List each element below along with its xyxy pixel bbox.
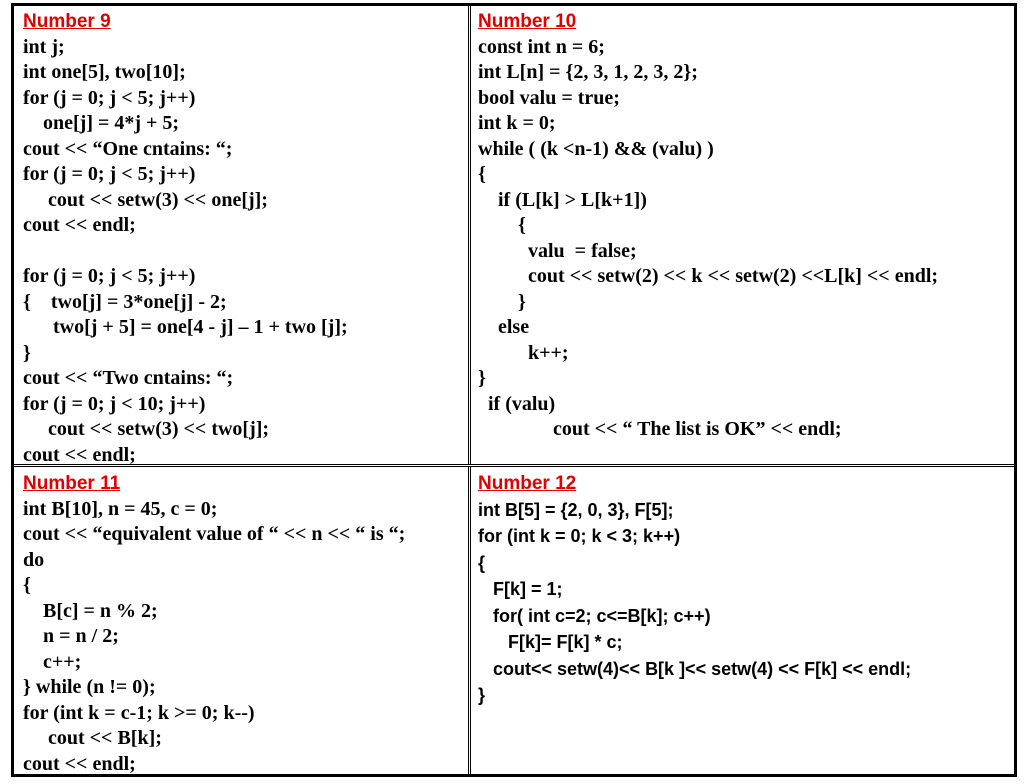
code-line: { — [478, 214, 526, 236]
code-line: cout << setw(3) << two[j]; — [23, 418, 270, 440]
code-line: n = n / 2; — [23, 625, 119, 647]
code-line: for (j = 0; j < 5; j++) — [23, 265, 196, 287]
code-line: cout << “Two cntains: “; — [23, 367, 234, 389]
code-line: int k = 0; — [478, 112, 556, 134]
code-line: cout << B[k]; — [23, 727, 162, 749]
code-line: k++; — [478, 341, 569, 364]
code-line: cout << endl; — [23, 443, 136, 466]
code-line: for (j = 0; j < 5; j++) — [23, 163, 196, 185]
code-line: c++; — [23, 650, 82, 673]
code-line: cout << setw(2) << k << setw(2) <<L[k] << endl; — [478, 265, 939, 287]
code-line: two[j + 5] = one[4 - j] – 1 + two [j]; — [23, 316, 348, 338]
code-line: if (valu) — [478, 392, 556, 415]
code-line — [23, 239, 348, 265]
problem-title: Number 12 — [478, 473, 577, 494]
problems-table — [11, 3, 1017, 777]
code-line: F[k]= F[k] * c; — [478, 632, 623, 652]
code-line: const int n = 6; — [478, 35, 605, 58]
code-line: while ( (k <n-1) && (valu) ) — [478, 137, 714, 160]
code-line: if (L[k] > L[k+1]) — [478, 188, 647, 211]
code-line: { — [478, 163, 486, 185]
code-line: for (int k = 0; k < 3; k++) — [478, 526, 681, 546]
code-line: bool valu = true; — [478, 86, 620, 109]
code-line: int B[10], n = 45, c = 0; — [23, 497, 218, 520]
code-line: cout << “ The list is OK” << endl; — [478, 418, 842, 440]
code-line: cout << setw(3) << one[j]; — [23, 188, 268, 211]
code-line: } — [478, 685, 486, 705]
code-line: for (int k = c-1; k >= 0; k--) — [23, 701, 255, 724]
code-line: do — [23, 548, 45, 571]
problem-title: Number 11 — [23, 473, 121, 494]
code-line: for (j = 0; j < 5; j++) — [23, 86, 196, 109]
code-line: one[j] = 4*j + 5; — [23, 112, 180, 134]
code-line: } — [478, 290, 526, 313]
code-line: { — [23, 574, 31, 596]
code-line: cout << endl; — [23, 214, 136, 236]
problem-cell-9 — [23, 9, 348, 468]
code-line: F[k] = 1; — [478, 579, 563, 599]
problem-cell-10 — [478, 9, 938, 443]
code-line: } while (n != 0); — [23, 676, 156, 698]
code-line: B[c] = n % 2; — [23, 599, 158, 622]
code-line: } — [478, 367, 486, 389]
code-line: { two[j] = 3*one[j] - 2; — [23, 290, 227, 313]
code-line: for (j = 0; j < 10; j++) — [23, 392, 206, 415]
problem-title: Number 10 — [478, 11, 577, 32]
code-line: cout << “equivalent value of “ << n << “ is “; — [23, 523, 406, 545]
column-divider — [468, 6, 471, 774]
code-line: } — [23, 341, 31, 364]
code-line: else — [478, 316, 530, 338]
code-line: cout << “One cntains: “; — [23, 137, 233, 160]
code-line: int one[5], two[10]; — [23, 61, 186, 83]
code-line: int j; — [23, 35, 65, 58]
code-line: int B[5] = {2, 0, 3}, F[5]; — [478, 499, 674, 520]
code-line: valu = false; — [478, 239, 637, 262]
code-line: for( int c=2; c<=B[k]; c++) — [478, 605, 711, 626]
problem-cell-11 — [23, 471, 405, 777]
code-line: { — [478, 552, 486, 573]
code-line: cout << endl; — [23, 752, 136, 775]
code-line: int L[n] = {2, 3, 1, 2, 3, 2}; — [478, 61, 698, 83]
code-line: cout<< setw(4)<< B[k ]<< setw(4) << F[k] << endl; — [478, 658, 912, 679]
problem-title: Number 9 — [23, 11, 111, 32]
problem-cell-12 — [478, 471, 911, 709]
